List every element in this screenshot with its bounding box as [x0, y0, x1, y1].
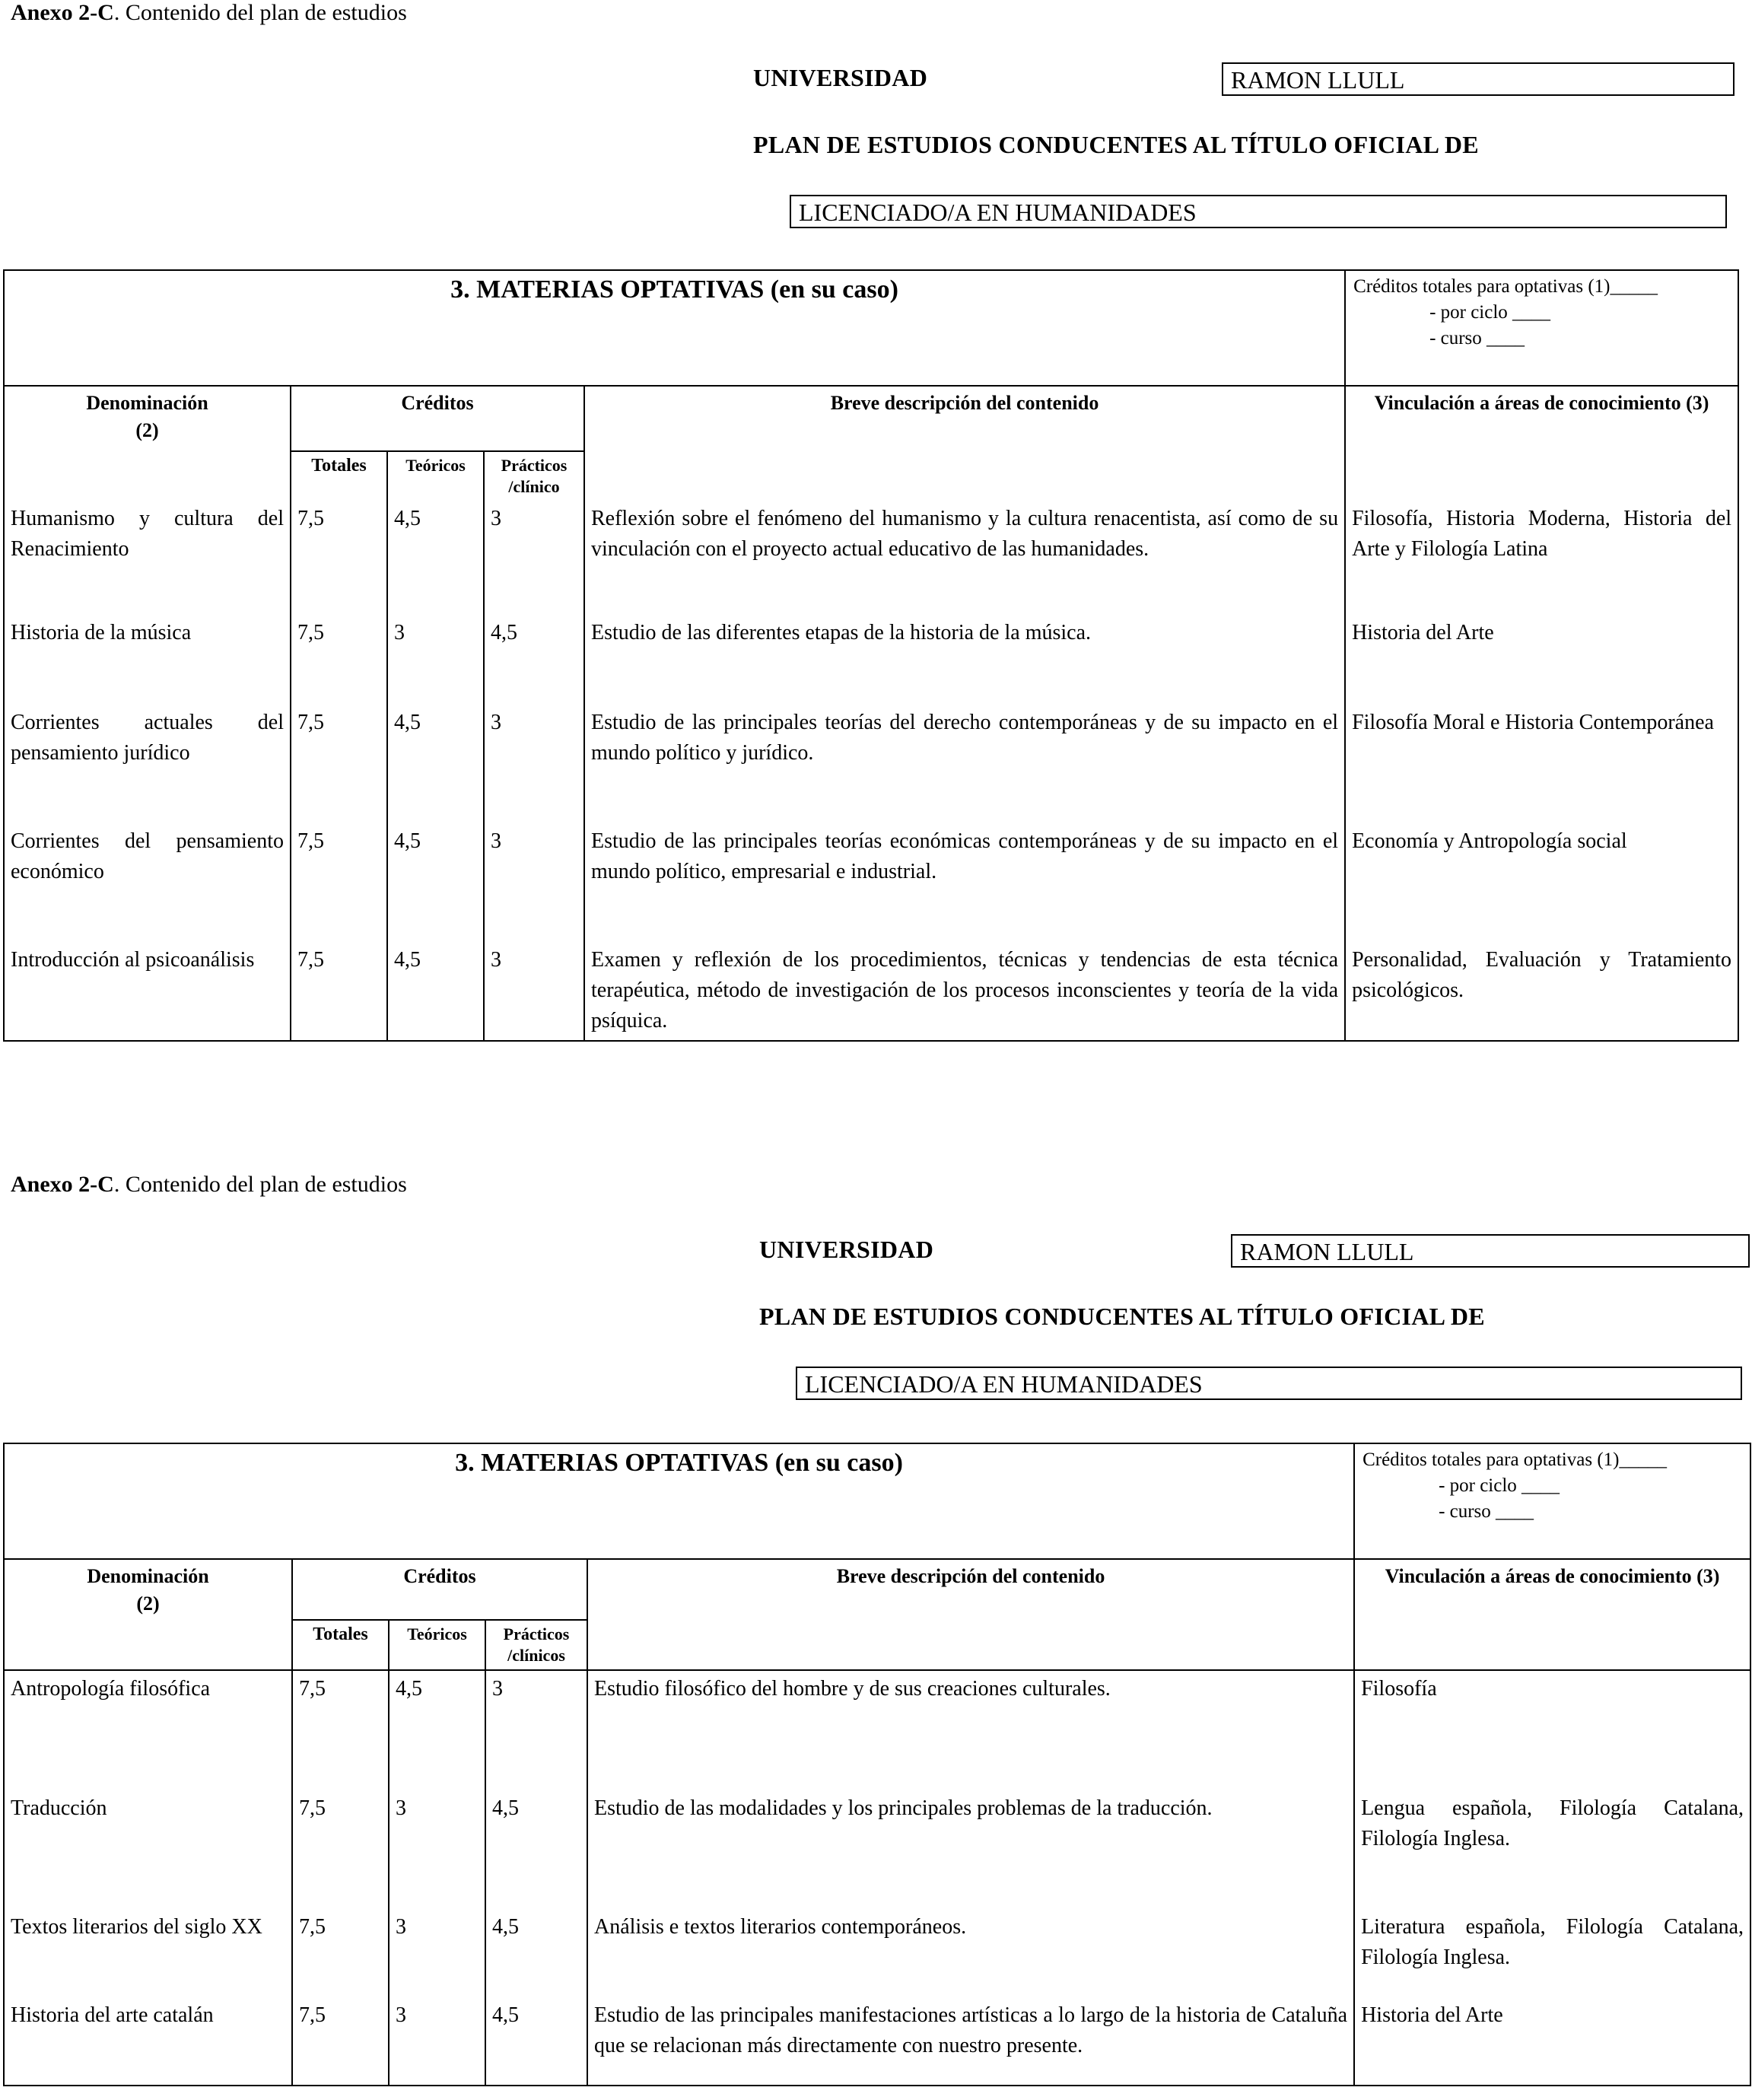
row-totales: 7,5 [291, 501, 387, 615]
annex-heading-rest: . Contenido del plan de estudios [113, 0, 407, 25]
credits-summary [1354, 1443, 1750, 1559]
university-label: UNIVERSIDAD [753, 64, 928, 91]
header-totales: Totales [291, 451, 387, 501]
row-name: Antropología filosófica [4, 1670, 292, 1790]
row-description: Análisis e textos literarios contemporáneos. [587, 1909, 1354, 1997]
university-value-box: RAMON LLULL [1231, 1234, 1750, 1268]
row-totales: 7,5 [292, 1909, 389, 1997]
row-areas: Personalidad, Evaluación y Tratamiento psicológicos. [1345, 942, 1738, 1041]
credits-course-label: - curso ____ [1439, 1501, 1534, 1522]
header-totales: Totales [292, 1620, 389, 1670]
row-teoricos: 4,5 [387, 501, 484, 615]
row-practicos: 3 [484, 942, 584, 1041]
row-areas: Historia del Arte [1354, 1997, 1750, 2086]
row-teoricos: 3 [389, 1909, 485, 1997]
credits-summary [1345, 270, 1738, 386]
row-name: Corrientes actuales del pensamiento jurídico [4, 705, 291, 823]
degree-value-box: LICENCIADO/A EN HUMANIDADES [790, 195, 1727, 228]
row-description: Estudio filosófico del hombre y de sus creaciones culturales. [587, 1670, 1354, 1790]
header-practicos: Prácticos /clínico [484, 451, 584, 501]
university-label: UNIVERSIDAD [759, 1236, 934, 1263]
credits-cycle-label: - por ciclo ____ [1429, 302, 1551, 323]
header-vinculacion: Vinculación a áreas de conocimiento (3) [1345, 386, 1738, 501]
row-teoricos: 3 [387, 615, 484, 705]
header-denominacion [4, 386, 291, 501]
row-practicos: 4,5 [485, 1909, 587, 1997]
table-row [4, 1997, 1750, 2086]
table-row [4, 823, 1738, 942]
row-name: Textos literarios del siglo XX [4, 1909, 292, 1997]
table-title: 3. MATERIAS OPTATIVAS (en su caso) [4, 1443, 1354, 1559]
row-areas: Lengua española, Filología Catalana, Filología Inglesa. [1354, 1790, 1750, 1909]
row-totales: 7,5 [291, 705, 387, 823]
header-descripcion: Breve descripción del contenido [587, 1559, 1354, 1670]
row-practicos: 3 [485, 1670, 587, 1790]
row-totales: 7,5 [291, 942, 387, 1041]
row-totales: 7,5 [291, 823, 387, 942]
annex-heading-bold: Anexo 2-C [11, 1172, 114, 1197]
row-areas: Filosofía, Historia Moderna, Historia del Arte y Filología Latina [1345, 501, 1738, 615]
table-row [4, 705, 1738, 823]
header-denominacion-label: Denominación [87, 1565, 209, 1587]
annex-heading [11, 0, 407, 26]
header-practicos: Prácticos /clínicos [485, 1620, 587, 1670]
row-totales: 7,5 [291, 615, 387, 705]
header-descripcion: Breve descripción del contenido [584, 386, 1345, 501]
credits-total-label: Créditos totales para optativas (1)_____ [1362, 1449, 1667, 1470]
table-row [4, 942, 1738, 1041]
row-practicos: 4,5 [485, 1790, 587, 1909]
header-teoricos: Teóricos [389, 1620, 485, 1670]
row-name: Humanismo y cultura del Renacimiento [4, 501, 291, 615]
row-practicos: 3 [484, 823, 584, 942]
row-teoricos: 4,5 [387, 823, 484, 942]
optional-subjects-table [3, 269, 1739, 1042]
row-totales: 7,5 [292, 1997, 389, 2086]
header-vinculacion: Vinculación a áreas de conocimiento (3) [1354, 1559, 1750, 1670]
header-denominacion-note: (2) [136, 1592, 160, 1615]
row-name: Historia de la música [4, 615, 291, 705]
row-practicos: 3 [484, 705, 584, 823]
row-practicos: 3 [484, 501, 584, 615]
header-teoricos: Teóricos [387, 451, 484, 501]
row-practicos: 4,5 [485, 1997, 587, 2086]
row-areas: Filosofía Moral e Historia Contemporánea [1345, 705, 1738, 823]
optional-subjects-table [3, 1443, 1751, 2086]
row-teoricos: 4,5 [389, 1670, 485, 1790]
row-teoricos: 3 [389, 1790, 485, 1909]
row-name: Traducción [4, 1790, 292, 1909]
table-row [4, 1670, 1750, 1790]
credits-total-label: Créditos totales para optativas (1)_____ [1353, 276, 1658, 297]
row-teoricos: 4,5 [387, 942, 484, 1041]
row-areas: Economía y Antropología social [1345, 823, 1738, 942]
header-creditos: Créditos [291, 386, 584, 451]
plan-label: PLAN DE ESTUDIOS CONDUCENTES AL TÍTULO OFICIAL DE [759, 1303, 1485, 1330]
row-totales: 7,5 [292, 1670, 389, 1790]
row-description: Reflexión sobre el fenómeno del humanismo y la cultura renacentista, así como de su vinculación con el proyecto actual educativo de las humanidades. [584, 501, 1345, 615]
row-areas: Literatura española, Filología Catalana, Filología Inglesa. [1354, 1909, 1750, 1997]
table-row [4, 615, 1738, 705]
table-title: 3. MATERIAS OPTATIVAS (en su caso) [4, 270, 1345, 386]
table-row [4, 1790, 1750, 1909]
annex-heading-bold: Anexo 2-C [11, 0, 114, 25]
plan-label: PLAN DE ESTUDIOS CONDUCENTES AL TÍTULO OFICIAL DE [753, 131, 1479, 158]
annex-heading-rest: . Contenido del plan de estudios [113, 1172, 407, 1197]
row-areas: Filosofía [1354, 1670, 1750, 1790]
header-denominacion-note: (2) [135, 419, 159, 441]
row-totales: 7,5 [292, 1790, 389, 1909]
header-denominacion-label: Denominación [86, 392, 208, 414]
university-value-box: RAMON LLULL [1222, 62, 1735, 96]
row-name: Corrientes del pensamiento económico [4, 823, 291, 942]
row-description: Estudio de las principales teorías del derecho contemporáneas y de su impacto en el mundo político y jurídico. [584, 705, 1345, 823]
table-row [4, 501, 1738, 615]
row-name: Historia del arte catalán [4, 1997, 292, 2086]
credits-course-label: - curso ____ [1429, 328, 1525, 348]
row-description: Estudio de las modalidades y los principales problemas de la traducción. [587, 1790, 1354, 1909]
row-description: Estudio de las principales manifestaciones artísticas a lo largo de la historia de Cataluña que se relacionan más directamente con nuestro presente. [587, 1997, 1354, 2086]
row-name: Introducción al psicoanálisis [4, 942, 291, 1041]
row-areas: Historia del Arte [1345, 615, 1738, 705]
header-creditos: Créditos [292, 1559, 587, 1620]
row-teoricos: 3 [389, 1997, 485, 2086]
annex-heading [11, 1172, 407, 1198]
credits-cycle-label: - por ciclo ____ [1439, 1475, 1560, 1496]
row-description: Examen y reflexión de los procedimientos, técnicas y tendencias de esta técnica terapéutica, método de investigación de los procesos inconscientes y teoría de la vida psíquica. [584, 942, 1345, 1041]
row-practicos: 4,5 [484, 615, 584, 705]
row-description: Estudio de las principales teorías económicas contemporáneas y de su impacto en el mundo político, empresarial e industrial. [584, 823, 1345, 942]
degree-value-box: LICENCIADO/A EN HUMANIDADES [796, 1367, 1742, 1400]
row-description: Estudio de las diferentes etapas de la historia de la música. [584, 615, 1345, 705]
table-row [4, 1909, 1750, 1997]
row-teoricos: 4,5 [387, 705, 484, 823]
header-denominacion [4, 1559, 292, 1670]
